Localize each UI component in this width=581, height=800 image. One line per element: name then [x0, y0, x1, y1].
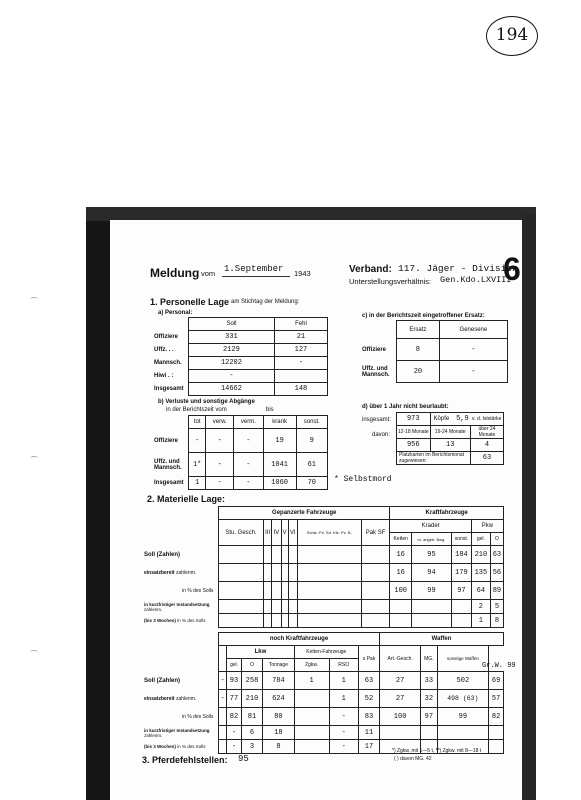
cell	[219, 708, 227, 726]
cell	[489, 740, 504, 754]
cell: 56	[490, 564, 503, 582]
row-label: Uffz. . .	[154, 347, 174, 353]
scan-left-edge	[86, 207, 110, 800]
cell	[219, 740, 227, 754]
materiel-table-1	[142, 506, 504, 628]
row-label: (bis 3 Wochen)	[144, 618, 176, 623]
cell: 135	[471, 564, 490, 582]
cell: 16	[390, 564, 412, 582]
range-19-24: 19-24 Monate	[430, 426, 470, 439]
cell: 13	[430, 439, 470, 452]
unterstellung-value: Gen.Kdo.LXVIII	[440, 275, 512, 285]
cell	[437, 726, 489, 740]
cell: 69	[489, 672, 504, 690]
col-vi: VI	[288, 520, 297, 546]
cell	[219, 726, 227, 740]
archive-page-number: 194	[486, 16, 538, 56]
cell: 498 (63)	[437, 690, 489, 708]
cell: 32	[421, 690, 437, 708]
cell: -	[206, 429, 234, 453]
cell: 61	[296, 453, 327, 477]
cell	[380, 726, 421, 740]
col-pak-sf: Pak SF	[361, 520, 390, 546]
cell: 99	[437, 708, 489, 726]
col-iv: IV	[272, 520, 281, 546]
cell	[451, 600, 471, 614]
row-label: einsatzbereit	[144, 695, 175, 702]
col-mg: MG.	[421, 646, 437, 672]
cell: 100	[390, 582, 412, 600]
cell: 624	[263, 690, 295, 708]
cell	[294, 708, 329, 726]
col-genesene: Genesene	[439, 321, 507, 339]
cell: -	[329, 708, 358, 726]
col-verm: verm.	[234, 416, 264, 429]
ersatz-table	[360, 320, 508, 383]
cell: 94	[411, 564, 451, 582]
section-1-subtitle: am Stichtag der Meldung:	[231, 299, 300, 305]
cell: -	[227, 740, 242, 754]
cell: 63	[490, 546, 503, 564]
cell: 6	[241, 726, 262, 740]
report-number: 6	[503, 251, 521, 287]
cell	[411, 614, 451, 628]
col-krank: krank	[263, 416, 296, 429]
cell: 5,9	[454, 413, 470, 426]
margin-mark	[30, 297, 38, 301]
cell: 258	[241, 672, 262, 690]
cell	[390, 600, 412, 614]
col-ketten: Ketten	[390, 533, 412, 546]
report-year: 1943	[294, 269, 311, 278]
row-label: (bis 3 Wochen)	[144, 744, 176, 749]
cell: -	[439, 339, 507, 361]
verluste-footnote: * Selbstmord	[334, 475, 392, 484]
group-kraftfahrzeuge: Kraftfahrzeuge	[390, 507, 504, 520]
urlaub-davon-label: davon:	[372, 432, 391, 438]
cell: 973	[397, 413, 431, 426]
cell: 12202	[189, 357, 275, 370]
cell: 89	[490, 582, 503, 600]
cell: 20	[397, 361, 440, 383]
cell: 8	[263, 740, 295, 754]
row-label: in kurzfristiger Instandsetzung	[144, 727, 210, 733]
verluste-bis: bis	[266, 407, 274, 413]
cell: 82	[227, 708, 242, 726]
cell: 1*	[189, 453, 206, 477]
row-label: Uffz. und Mannsch.	[362, 365, 390, 378]
col-ersatz: Ersatz	[397, 321, 440, 339]
margin-mark	[30, 456, 38, 460]
cell: -	[329, 740, 358, 754]
col-soll: Soll	[189, 318, 275, 331]
cell: 8	[490, 614, 503, 628]
cell: 179	[451, 564, 471, 582]
cell: 14662	[189, 383, 275, 396]
cell: 33	[421, 672, 437, 690]
cell: 210	[241, 690, 262, 708]
row-label: Insgesamt	[154, 386, 184, 392]
cell: 5	[490, 600, 503, 614]
cell: -	[234, 429, 264, 453]
cell: 184	[451, 546, 471, 564]
row-sublabel: zahlenm.	[144, 606, 163, 612]
cell: 1	[189, 477, 206, 490]
col-iii: III	[263, 520, 271, 546]
group-gepanzerte: Gepanzerte Fahrzeuge	[219, 507, 390, 520]
cell: -	[189, 429, 206, 453]
cell: -	[329, 726, 358, 740]
cell	[294, 740, 329, 754]
col-verw: verw.	[206, 416, 234, 429]
cell: 64	[471, 582, 490, 600]
cell	[451, 614, 471, 628]
cell: 331	[189, 331, 275, 344]
cell: 99	[411, 582, 451, 600]
col-m-angetr: m. angetr. Bwg.	[411, 533, 451, 546]
col-sonst: sonst.	[451, 533, 471, 546]
pferdefehlstellen-value: 95	[238, 754, 249, 764]
materiel-table-2	[142, 632, 504, 754]
col-o: O	[241, 659, 262, 672]
verluste-subtitle: in der Berichtszeit vom	[166, 407, 227, 413]
urlaub-insgesamt-label: insgesamt:	[362, 417, 392, 423]
krader-label: Krader	[390, 520, 471, 533]
cell: 100	[380, 708, 421, 726]
cell: 16	[390, 546, 412, 564]
cell: 11	[358, 726, 379, 740]
col-art-gesch: Art.-Gesch.	[380, 646, 421, 672]
cell: 21	[274, 331, 327, 344]
cell: 83	[358, 708, 379, 726]
verband-value: 117. Jäger - Division	[398, 263, 518, 274]
col-gel: gel.	[227, 659, 242, 672]
cell: -	[274, 357, 327, 370]
cell: 52	[358, 690, 379, 708]
cell: 95	[411, 546, 451, 564]
cell	[411, 600, 451, 614]
cell: 1	[471, 614, 490, 628]
col-tot: tot	[189, 416, 206, 429]
cell: 70	[296, 477, 327, 490]
range-24: über 24 Monate	[470, 426, 503, 439]
report-date: 1.September	[224, 264, 284, 274]
urlaub-title: d) über 1 Jahr nicht beurlaubt:	[362, 404, 449, 410]
urlaub-table	[396, 412, 504, 465]
margin-mark	[30, 650, 38, 654]
row-sublabel: in % des Solls	[177, 618, 206, 623]
cell: 82	[489, 708, 504, 726]
verluste-title: b) Verluste und sonstige Abgänge	[158, 399, 255, 405]
cell: -	[189, 370, 275, 383]
cell: 63	[358, 672, 379, 690]
row-label: Uffz. und Mannsch.	[154, 458, 182, 471]
cell: 93	[227, 672, 242, 690]
row-label: Offiziere	[362, 346, 387, 353]
cell: -	[439, 361, 507, 383]
lkw-label: Lkw	[227, 646, 295, 659]
cell: 80	[263, 708, 295, 726]
row-label: Offiziere	[154, 334, 179, 340]
cell: 9	[296, 429, 327, 453]
personal-title: a) Personal:	[158, 310, 193, 316]
ketten-fahrzeuge-label: Ketten-Fahrzeuge	[294, 646, 358, 659]
col-o: O	[490, 533, 503, 546]
cell: 81	[241, 708, 262, 726]
section-3-title: 3. Pferdefehlstellen:	[142, 755, 228, 765]
row-label: Soll (Zahlen)	[144, 677, 180, 684]
vom-label: vom	[201, 269, 216, 278]
cell: 1060	[263, 477, 296, 490]
verband-label: Verband:	[349, 264, 392, 275]
cell: 148	[274, 383, 327, 396]
cell: -	[219, 672, 227, 690]
col-rso: RSO	[329, 659, 358, 672]
cell: 3	[241, 740, 262, 754]
col-tonnage: Tonnage	[263, 659, 295, 672]
cell: 1	[294, 672, 329, 690]
cell	[294, 726, 329, 740]
table-footnote-2: ( ) davon MG. 42	[394, 756, 432, 762]
unterstellung-label: Unterstellungsverhältnis:	[349, 277, 432, 286]
waffen-note: Gr.W. 99	[482, 662, 516, 670]
cell: 77	[227, 690, 242, 708]
row-label: in kurzfristiger Instandsetzung	[144, 601, 210, 607]
table-footnote-1: *) Zgkw. mit 1—5 t, **) Zgkw. mit 8—18 t	[392, 748, 482, 754]
personal-table	[152, 317, 328, 396]
scan-right-edge	[522, 214, 536, 800]
form-title: Meldung	[150, 266, 200, 280]
col-sonst: sonst.	[296, 416, 327, 429]
group-noch-kraftfahrzeuge: noch Kraftfahrzeuge	[219, 633, 380, 646]
cell: 97	[421, 708, 437, 726]
cell: 1	[329, 690, 358, 708]
col-fehl: Fehl	[274, 318, 327, 331]
platzkarten-label: Platzkarten im Berichtsmonat zugewiesen:	[397, 452, 471, 465]
row-label: Soll (Zahlen)	[144, 551, 180, 558]
col-sonstige-waffen: sonstige Waffen	[437, 646, 489, 672]
cell: 210	[471, 546, 490, 564]
cell: 57	[489, 690, 504, 708]
row-label: Mannsch.	[154, 360, 182, 366]
cell: 1041	[263, 453, 296, 477]
section-2-title: 2. Materielle Lage:	[147, 494, 226, 504]
cell: 2	[471, 600, 490, 614]
staerke-label: v. d. Iststärke	[470, 413, 503, 426]
row-sublabel: zahlenm.	[144, 732, 163, 738]
row-label: Insgesamt	[154, 480, 184, 486]
cell: -	[234, 477, 264, 490]
cell: 97	[451, 582, 471, 600]
verluste-table	[152, 415, 328, 490]
cell: 27	[380, 672, 421, 690]
row-label: Offiziere	[154, 437, 179, 444]
section-1-title: 1. Personelle Lage	[150, 297, 230, 307]
cell: 63	[470, 452, 503, 465]
cell: 784	[263, 672, 295, 690]
koepfe-label: Köpfe	[430, 413, 454, 426]
row-label: Hiwi . :	[154, 373, 174, 379]
ersatz-title: c) in der Berichtszeit eingetroffener Ersatz:	[362, 313, 485, 319]
row-sublabel: zahlenm.	[175, 569, 197, 576]
cell: 1	[329, 672, 358, 690]
pkw-label: Pkw	[471, 520, 503, 533]
cell	[294, 690, 329, 708]
scan-top-edge	[86, 207, 536, 221]
col-v: V	[281, 520, 288, 546]
cell: -	[227, 726, 242, 740]
cell: 19	[263, 429, 296, 453]
group-waffen: Waffen	[380, 633, 504, 646]
row-sublabel: in % des Solls	[182, 587, 214, 594]
cell: 502	[437, 672, 489, 690]
col-zgkw: Zgkw.	[294, 659, 329, 672]
cell: 18	[263, 726, 295, 740]
cell: -	[219, 690, 227, 708]
cell: 4	[470, 439, 503, 452]
cell: 17	[358, 740, 379, 754]
cell	[421, 726, 437, 740]
cell: -	[206, 477, 234, 490]
row-sublabel: in % des Solls	[177, 744, 206, 749]
row-sublabel: zahlenm.	[175, 695, 197, 702]
col-s-pak: s Pak	[358, 646, 379, 672]
cell: 127	[274, 344, 327, 357]
cell: 27	[380, 690, 421, 708]
cell	[489, 726, 504, 740]
row-sublabel: in % des Solls	[182, 713, 214, 720]
cell	[390, 614, 412, 628]
date-underline	[222, 276, 290, 277]
col-schtz-pz: Schtz. Pz. Sd. Kfz. Pz. B.	[297, 520, 361, 546]
cell: 8	[397, 339, 440, 361]
cell: -	[206, 453, 234, 477]
range-12-18: 12-18 Monate	[397, 426, 431, 439]
col-stu-gesch: Stu. Gesch.	[219, 520, 264, 546]
cell: 2129	[189, 344, 275, 357]
cell	[274, 370, 327, 383]
cell: 956	[397, 439, 431, 452]
cell: -	[234, 453, 264, 477]
row-label: einsatzbereit	[144, 569, 175, 576]
col-gel: gel.	[471, 533, 490, 546]
